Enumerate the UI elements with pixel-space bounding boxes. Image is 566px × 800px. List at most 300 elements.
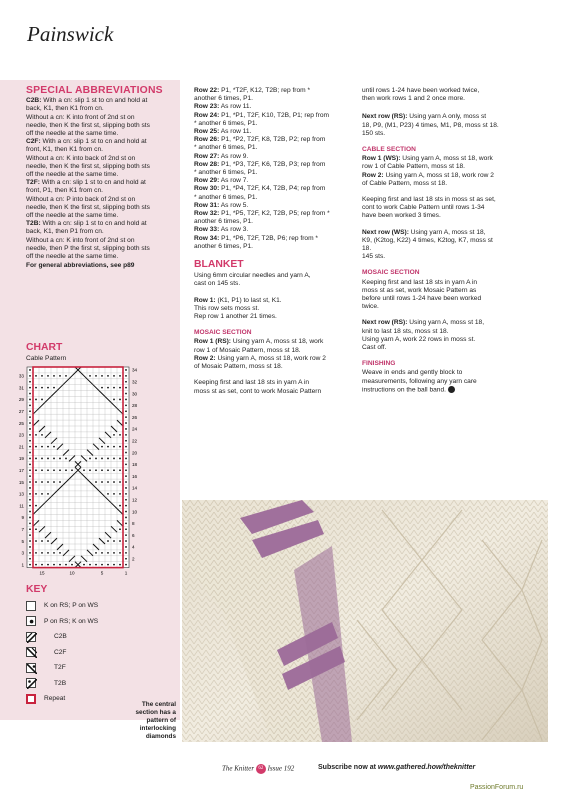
abbr-code: T2F: bbox=[26, 179, 40, 187]
key-label: T2F bbox=[54, 664, 66, 672]
row-label: 17 bbox=[18, 468, 24, 474]
chart-subtitle: Cable Pattern bbox=[26, 355, 67, 362]
purl-dot bbox=[113, 481, 115, 483]
row-label: 9 bbox=[21, 515, 24, 521]
key-item-c2f bbox=[26, 645, 166, 661]
purl-dot bbox=[101, 446, 103, 448]
purl-dot bbox=[119, 540, 121, 542]
purl-dot bbox=[125, 399, 127, 401]
chart-bottom-labels bbox=[39, 571, 127, 576]
key-item-knit bbox=[26, 598, 166, 614]
purl-dot bbox=[35, 375, 37, 377]
purl-dot bbox=[107, 481, 109, 483]
purl-dot bbox=[29, 393, 31, 395]
purl-dot bbox=[65, 458, 67, 460]
purl-dot bbox=[113, 387, 115, 389]
pattern-row: Row 29: As row 7. bbox=[194, 177, 249, 185]
purl-dot bbox=[59, 564, 61, 566]
purl-dot bbox=[125, 552, 127, 554]
purl-dot bbox=[35, 434, 37, 436]
pattern-row: Row 26: P1, *P2, T2F, K8, T2B, P2; rep from bbox=[194, 136, 326, 144]
purl-dot bbox=[107, 446, 109, 448]
purl-dot bbox=[89, 564, 91, 566]
row-label: 24 bbox=[132, 426, 138, 432]
end-mark-icon bbox=[448, 386, 455, 393]
blanket-intro: Using 6mm circular needles and yarn A, cast on 145 sts. bbox=[194, 272, 311, 288]
row-label: 33 bbox=[18, 373, 24, 379]
purl-dot bbox=[29, 428, 31, 430]
purl-dot bbox=[29, 469, 31, 471]
purl-dot bbox=[113, 493, 115, 495]
purl-dot bbox=[35, 387, 37, 389]
pattern-row: row 1 of Mosaic Pattern, moss st 18. bbox=[194, 346, 301, 354]
row-label: 7 bbox=[21, 527, 24, 533]
pattern-row: * another 6 times, P1. bbox=[194, 119, 258, 127]
purl-dot bbox=[41, 387, 43, 389]
watermark: PassionForum.ru bbox=[470, 784, 524, 791]
purl-dot bbox=[107, 564, 109, 566]
purl-dot bbox=[29, 375, 31, 377]
purl-dot bbox=[125, 540, 127, 542]
general-abbreviations-note: For general abbreviations, see p89 bbox=[26, 262, 135, 270]
knit-symbol-icon bbox=[26, 601, 36, 611]
purl-dot bbox=[29, 387, 31, 389]
repeat-box-icon bbox=[26, 694, 36, 704]
row-label: 30 bbox=[132, 391, 138, 397]
purl-dot bbox=[29, 458, 31, 460]
purl-dot bbox=[59, 375, 61, 377]
key-item-purl bbox=[26, 614, 166, 630]
purl-dot bbox=[83, 564, 85, 566]
purl-dot bbox=[47, 469, 49, 471]
purl-dot bbox=[29, 399, 31, 401]
mosaic-rows bbox=[194, 338, 354, 371]
purl-dot bbox=[83, 469, 85, 471]
purl-dot bbox=[41, 552, 43, 554]
pattern-row: Row 31: As row 5. bbox=[194, 201, 249, 209]
purl-dot bbox=[29, 564, 31, 566]
next-row-decrease: Next row (WS): Using yarn A, moss st 18, K9, (K2tog, K22) 4 times, K2tog, K7, moss st 18. 145 sts. bbox=[362, 228, 493, 261]
mosaic-section-heading: MOSAIC SECTION bbox=[194, 329, 252, 337]
purl-dot bbox=[29, 552, 31, 554]
purl-dot bbox=[101, 552, 103, 554]
purl-dot bbox=[47, 387, 49, 389]
purl-dot bbox=[41, 375, 43, 377]
row-label: 1 bbox=[21, 562, 24, 568]
purl-dot bbox=[29, 528, 31, 530]
purl-dot bbox=[59, 552, 61, 554]
purl-dot bbox=[125, 564, 127, 566]
purl-dot bbox=[125, 505, 127, 507]
key-list bbox=[26, 598, 166, 707]
purl-dot bbox=[119, 528, 121, 530]
purl-dot bbox=[125, 446, 127, 448]
purl-dot bbox=[107, 469, 109, 471]
pattern-row: Row 27: As row 9. bbox=[194, 152, 249, 160]
purl-dot bbox=[47, 552, 49, 554]
purl-dot bbox=[125, 381, 127, 383]
chart-left-labels bbox=[19, 374, 25, 568]
purl-dot bbox=[53, 387, 55, 389]
pattern-row: another 6 times, P1. bbox=[194, 95, 254, 103]
chart-heading: CHART bbox=[26, 342, 63, 353]
purl-dot bbox=[125, 469, 127, 471]
row-label: 29 bbox=[18, 397, 24, 403]
purl-dot bbox=[29, 440, 31, 442]
column-label: 5 bbox=[100, 570, 104, 576]
next-row-increase: Next row (RS): Using yarn A only, moss st 18, P9, (M1, P23) 4 times, M1, P8, moss st 18. 150 sts. bbox=[362, 113, 499, 137]
purl-dot bbox=[125, 428, 127, 430]
purl-dot bbox=[101, 458, 103, 460]
abbr-t2f: T2F: With a cn: slip 1 st to cn and hold at front, P1, then K1 from cn. Without a cn: P into back of 2nd st on needle, then K the first st, slipping both sts off the needle at the same time. bbox=[26, 179, 150, 220]
row-label: 21 bbox=[18, 444, 24, 450]
row-label: 14 bbox=[132, 485, 138, 491]
row-label: 32 bbox=[132, 379, 138, 385]
t2f-twist-icon bbox=[26, 663, 36, 673]
purl-dot bbox=[59, 458, 61, 460]
pattern-row: Row 22: P1, *T2F, K12, T2B; rep from * bbox=[194, 87, 311, 94]
abbr-t2b: T2B: With a cn: slip 1 st to cn and hold at back, K1, then P1 from cn. Without a cn: K into front of 2nd st on needle, then P the first st, slipping both sts off the needle at the same time. bbox=[26, 220, 150, 261]
purl-dot bbox=[125, 422, 127, 424]
purl-dot bbox=[125, 475, 127, 477]
purl-dot bbox=[95, 564, 97, 566]
purl-dot bbox=[65, 469, 67, 471]
key-item-t2b bbox=[26, 676, 166, 692]
purl-dot bbox=[125, 410, 127, 412]
purl-dot bbox=[107, 458, 109, 460]
abbreviations-heading: SPECIAL ABBREVIATIONS bbox=[26, 85, 163, 96]
row-label: 26 bbox=[132, 414, 138, 420]
c2b-cable-icon bbox=[26, 632, 36, 642]
row-label: 28 bbox=[132, 403, 138, 409]
row-label: 13 bbox=[18, 491, 24, 497]
purl-dot bbox=[35, 399, 37, 401]
purl-dot bbox=[41, 540, 43, 542]
purl-dot bbox=[119, 564, 121, 566]
purl-dot bbox=[89, 458, 91, 460]
purl-dot bbox=[53, 375, 55, 377]
purl-dot bbox=[95, 469, 97, 471]
purl-dot bbox=[53, 446, 55, 448]
purl-dot bbox=[125, 546, 127, 548]
purl-dot bbox=[125, 387, 127, 389]
photo-caption: The central section has a pattern of interlocking diamonds bbox=[135, 701, 176, 740]
purl-dot bbox=[113, 469, 115, 471]
row-label: 3 bbox=[21, 550, 24, 556]
purl-dot bbox=[59, 481, 61, 483]
purl-dot bbox=[41, 564, 43, 566]
pattern-row: Row 32: P1, *P5, T2F, K2, T2B, P5; rep from * bbox=[194, 210, 330, 218]
purl-dot bbox=[89, 375, 91, 377]
purl-dot bbox=[101, 375, 103, 377]
purl-dot bbox=[71, 469, 73, 471]
row-label: 19 bbox=[18, 456, 24, 462]
abbr-c2f: C2F: With a cn: slip 1 st to cn and hold at front, K1, then K1 from cn. Without a cn: K into back of 2nd st on needle, then K the first st, slipping both sts off the needle at the same time. bbox=[26, 138, 150, 179]
key-label: C2B bbox=[54, 633, 67, 641]
mosaic-section-heading-2: MOSAIC SECTION bbox=[362, 269, 420, 277]
purl-dot bbox=[95, 481, 97, 483]
purl-dot bbox=[119, 399, 121, 401]
pattern-row: Row 1 (WS): Using yarn A, moss st 18, work bbox=[362, 155, 493, 163]
row-label: 10 bbox=[132, 509, 138, 515]
purl-dot bbox=[59, 469, 61, 471]
purl-dot bbox=[47, 481, 49, 483]
purl-dot bbox=[113, 458, 115, 460]
purl-dot bbox=[119, 434, 121, 436]
purl-dot bbox=[113, 434, 115, 436]
purl-dot bbox=[29, 475, 31, 477]
purl-dot bbox=[107, 387, 109, 389]
pattern-row: Row 23: As row 11. bbox=[194, 103, 252, 111]
purl-dot bbox=[101, 387, 103, 389]
next-row-final: Next row (RS): Using yarn A, moss st 18, knit to last 18 sts, moss st 18. Using yarn A, work 22 rows in moss st. Cast off. bbox=[362, 319, 485, 352]
purl-dot bbox=[125, 487, 127, 489]
key-label: T2B bbox=[54, 679, 67, 687]
column-label: 10 bbox=[69, 570, 75, 576]
purl-dot bbox=[47, 375, 49, 377]
purl-dot bbox=[107, 552, 109, 554]
purl-dot bbox=[29, 522, 31, 524]
pattern-row: Row 33: As row 3. bbox=[194, 226, 249, 234]
row-label: 16 bbox=[132, 473, 138, 479]
purl-dot bbox=[125, 517, 127, 519]
purl-dot bbox=[29, 404, 31, 406]
row-label: 8 bbox=[132, 521, 135, 527]
purl-dot bbox=[53, 458, 55, 460]
row-label: 4 bbox=[132, 544, 135, 550]
purl-dot bbox=[107, 375, 109, 377]
purl-dot bbox=[119, 375, 121, 377]
purl-dot bbox=[29, 499, 31, 501]
pattern-row: Row 30: P1, *P4, T2F, K4, T2B, P4; rep from bbox=[194, 185, 326, 193]
purl-dot bbox=[125, 463, 127, 465]
purl-dot bbox=[47, 458, 49, 460]
key-label: P on RS; K on WS bbox=[44, 617, 99, 625]
key-heading: KEY bbox=[26, 584, 48, 595]
purl-dot bbox=[41, 481, 43, 483]
row-label: 23 bbox=[18, 432, 24, 438]
row-label: 34 bbox=[132, 367, 138, 373]
cable-paragraph: Keeping first and last 18 sts in moss st as set, cont to work Cable Pattern until rows 1-34 have been worked 3 times. bbox=[362, 196, 496, 220]
purl-dot bbox=[125, 511, 127, 513]
pattern-row: of Cable Pattern, moss st 18. bbox=[362, 179, 448, 187]
c2f-cable-icon bbox=[26, 647, 36, 657]
purl-dot bbox=[41, 458, 43, 460]
purl-dot bbox=[125, 558, 127, 560]
purl-dot bbox=[113, 540, 115, 542]
purl-dot bbox=[29, 546, 31, 548]
purl-dot bbox=[29, 434, 31, 436]
purl-dot bbox=[107, 540, 109, 542]
purl-dot bbox=[29, 422, 31, 424]
purl-dot bbox=[47, 540, 49, 542]
pattern-row: * another 6 times, P1. bbox=[194, 193, 258, 201]
row-label: 20 bbox=[132, 450, 138, 456]
cable-pattern-chart bbox=[14, 362, 164, 577]
purl-dot bbox=[125, 534, 127, 536]
purl-dot bbox=[35, 505, 37, 507]
pattern-row: Row 28: P1, *P3, T2F, K6, T2B, P3; rep from bbox=[194, 160, 326, 168]
finishing-heading: FINISHING bbox=[362, 360, 396, 368]
moss-stitch-rows: Row 1: (K1, P1) to last st, K1. This row sets moss st. Rep row 1 another 21 times. bbox=[194, 296, 282, 321]
purl-dot bbox=[119, 505, 121, 507]
row-label: 25 bbox=[18, 420, 24, 426]
purl-dot bbox=[125, 528, 127, 530]
purl-dot bbox=[125, 481, 127, 483]
purl-dot bbox=[125, 440, 127, 442]
purl-dot bbox=[29, 534, 31, 536]
pattern-row: row 1 of Cable Pattern, moss st 18. bbox=[362, 163, 465, 171]
purl-dot bbox=[41, 446, 43, 448]
purl-dot bbox=[29, 381, 31, 383]
purl-dot-icon bbox=[26, 616, 36, 626]
row-label: 12 bbox=[132, 497, 138, 503]
blanket-photo bbox=[182, 500, 548, 742]
chart-right-labels bbox=[132, 368, 138, 562]
pattern-row: another 6 times, P1. bbox=[194, 218, 254, 226]
purl-dot bbox=[95, 375, 97, 377]
purl-dot bbox=[35, 493, 37, 495]
purl-dot bbox=[125, 369, 127, 371]
purl-dot bbox=[29, 540, 31, 542]
purl-dot bbox=[113, 399, 115, 401]
purl-dot bbox=[29, 511, 31, 513]
purl-dot bbox=[89, 469, 91, 471]
pattern-row: Row 24: P1, *P1, T2F, K10, T2B, P1; rep from bbox=[194, 111, 329, 119]
mosaic-paragraph: Keeping first and last 18 sts in yarn A in moss st as set, cont to work Mosaic Pattern bbox=[194, 379, 322, 395]
purl-dot bbox=[125, 434, 127, 436]
pattern-row: Row 25: As row 11. bbox=[194, 128, 252, 136]
purl-dot bbox=[29, 558, 31, 560]
purl-dot bbox=[47, 446, 49, 448]
column-label: 15 bbox=[39, 570, 45, 576]
page-number-badge: 62 bbox=[256, 764, 266, 774]
pattern-row: another 6 times, P1. bbox=[194, 242, 254, 250]
pattern-row: * another 6 times, P1. bbox=[194, 144, 258, 152]
row-label: 18 bbox=[132, 462, 138, 468]
purl-dot bbox=[119, 481, 121, 483]
purl-dot bbox=[113, 552, 115, 554]
abbr-c2b: C2B: With a cn: slip 1 st to cn and hold at back, K1, then K1 from cn. Without a cn: K into front of 2nd st on needle, then K the first st, slipping both sts off the needle at the same time. bbox=[26, 97, 150, 138]
purl-dot bbox=[35, 458, 37, 460]
purl-dot bbox=[35, 552, 37, 554]
purl-dot bbox=[95, 552, 97, 554]
purl-dot bbox=[35, 564, 37, 566]
subscribe-link[interactable]: Subscribe now at www.gathered.how/theknitter bbox=[318, 764, 476, 771]
abbr-code: C2B: bbox=[26, 97, 42, 105]
purl-dot bbox=[125, 493, 127, 495]
row-label: 27 bbox=[18, 409, 24, 415]
purl-dot bbox=[125, 452, 127, 454]
pattern-row: * another 6 times, P1. bbox=[194, 169, 258, 177]
purl-dot bbox=[53, 481, 55, 483]
purl-dot bbox=[29, 505, 31, 507]
blanket-heading: BLANKET bbox=[194, 259, 244, 271]
purl-dot bbox=[119, 458, 121, 460]
purl-dot bbox=[107, 493, 109, 495]
purl-dot bbox=[113, 564, 115, 566]
t2b-twist-icon bbox=[26, 678, 36, 688]
pattern-row: Row 2: Using yarn A, moss st 18, work row 2 bbox=[362, 171, 494, 179]
column-label: 1 bbox=[124, 570, 128, 576]
middle-column bbox=[194, 87, 354, 404]
purl-dot bbox=[119, 387, 121, 389]
purl-dot bbox=[125, 375, 127, 377]
purl-dot bbox=[35, 469, 37, 471]
pattern-row: Row 34: P1, *P6, T2F, T2B, P6; rep from * bbox=[194, 234, 318, 242]
row-label: 11 bbox=[19, 503, 24, 509]
purl-dot bbox=[125, 393, 127, 395]
pattern-row: Row 2: Using yarn A, moss st 18, work row 2 bbox=[194, 354, 326, 362]
purl-dot bbox=[113, 375, 115, 377]
pattern-rows bbox=[194, 87, 354, 251]
key-label: K on RS; P on WS bbox=[44, 602, 99, 610]
row-label: 5 bbox=[21, 538, 24, 544]
purl-dot bbox=[35, 540, 37, 542]
row-label: 6 bbox=[132, 532, 135, 538]
purl-dot bbox=[41, 434, 43, 436]
purl-dot bbox=[125, 404, 127, 406]
purl-dot bbox=[35, 446, 37, 448]
row-label: 2 bbox=[132, 556, 135, 562]
purl-dot bbox=[65, 375, 67, 377]
purl-dot bbox=[101, 469, 103, 471]
abbr-code: C2F: bbox=[26, 138, 41, 146]
purl-dot bbox=[35, 481, 37, 483]
purl-dot bbox=[35, 528, 37, 530]
cable-section-heading: CABLE SECTION bbox=[362, 146, 416, 154]
purl-dot bbox=[29, 452, 31, 454]
mosaic-continued: until rows 1-24 have been worked twice, then work rows 1 and 2 once more. bbox=[362, 87, 480, 103]
purl-dot bbox=[41, 469, 43, 471]
purl-dot bbox=[29, 517, 31, 519]
purl-dot bbox=[113, 446, 115, 448]
purl-dot bbox=[125, 499, 127, 501]
purl-dot bbox=[125, 458, 127, 460]
cable-rows bbox=[362, 155, 526, 188]
purl-dot bbox=[119, 446, 121, 448]
purl-dot bbox=[71, 564, 73, 566]
row-label: 15 bbox=[18, 479, 24, 485]
purl-dot bbox=[119, 493, 121, 495]
purl-dot bbox=[65, 564, 67, 566]
purl-dot bbox=[101, 481, 103, 483]
purl-dot bbox=[119, 469, 121, 471]
chart-grid bbox=[27, 367, 129, 568]
finishing-paragraph: Weave in ends and gently block to measurements, following any yarn care instructions on the ball band. bbox=[362, 369, 477, 394]
purl-dot bbox=[125, 416, 127, 418]
purl-dot bbox=[29, 410, 31, 412]
purl-dot bbox=[29, 493, 31, 495]
abbreviations-column bbox=[26, 87, 174, 270]
purl-dot bbox=[47, 564, 49, 566]
key-label: Repeat bbox=[44, 695, 66, 703]
purl-dot bbox=[29, 369, 31, 371]
purl-dot bbox=[53, 469, 55, 471]
abbr-code: T2B: bbox=[26, 220, 41, 228]
purl-dot bbox=[29, 463, 31, 465]
key-item-t2f bbox=[26, 660, 166, 676]
footer-magazine: The Knitter 62 Issue 192 bbox=[222, 764, 295, 773]
purl-dot bbox=[29, 481, 31, 483]
purl-dot bbox=[41, 493, 43, 495]
right-column bbox=[362, 87, 526, 402]
purl-dot bbox=[47, 493, 49, 495]
row-label: 31 bbox=[18, 385, 24, 391]
mosaic-paragraph-2: Keeping first and last 18 sts in yarn A in moss st as set, work Mosaic Pattern as before until rows 1-24 have been worked twice. bbox=[362, 278, 482, 311]
row-label: 22 bbox=[132, 438, 138, 444]
purl-dot bbox=[53, 564, 55, 566]
